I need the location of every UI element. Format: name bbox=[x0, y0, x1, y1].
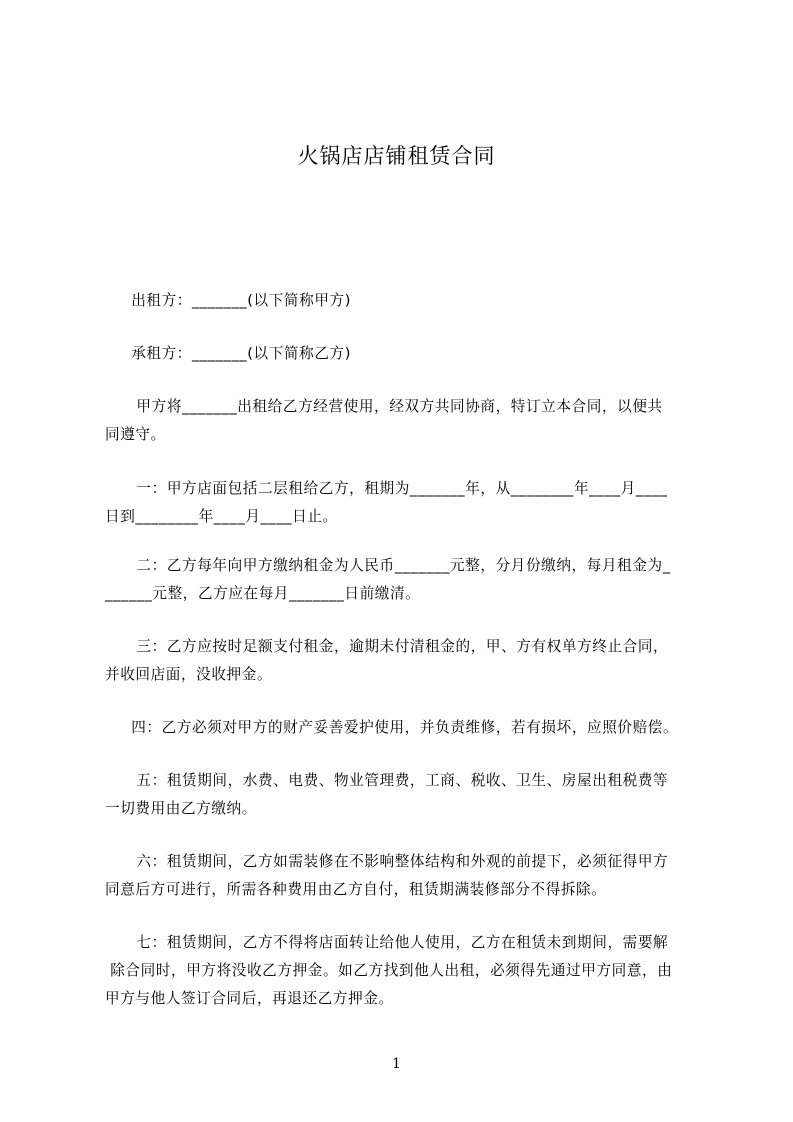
clause-1-line-1: 一：甲方店面包括二层租给乙方，租期为_______年，从________年____月____ bbox=[105, 480, 668, 497]
preamble-line-1: 甲方将_______出租给乙方经营使用，经双方共同协商，特订立本合同，以便共 bbox=[105, 398, 663, 415]
clause-2-line-1: 二：乙方每年向甲方缴纳租金为人民币_______元整，分月份缴纳，每月租金为_ bbox=[105, 557, 671, 574]
clause-3-line-1: 三：乙方应按时足额支付租金，逾期未付清租金的，甲、方有权单方终止合同， bbox=[105, 638, 669, 655]
clause-3-line-2: 并收回店面，没收押金。 bbox=[105, 666, 273, 683]
lessee-line: 承租方：_______(以下简称乙方) bbox=[105, 345, 351, 362]
page-number: 1 bbox=[392, 1056, 401, 1072]
clause-4-line-1: 四：乙方必须对甲方的财产妥善爱护使用，并负责维修，若有损坏，应照价赔偿。 bbox=[105, 719, 679, 736]
clause-6-line-1: 六：租赁期间，乙方如需装修在不影响整体结构和外观的前提下，必须征得甲方 bbox=[105, 853, 669, 870]
clause-2-line-2: ______元整，乙方应在每月_______日前缴清。 bbox=[105, 585, 421, 602]
clause-7-line-3: 甲方与他人签订合同后，再退还乙方押金。 bbox=[105, 990, 394, 1007]
clause-7-line-1: 七：租赁期间，乙方不得将店面转让给他人使用，乙方在租赁未到期间，需要解 bbox=[105, 934, 669, 951]
clause-5-line-1: 五：租赁期间，水费、电费、物业管理费，工商、税收、卫生、房屋出租税费等 bbox=[105, 772, 669, 789]
preamble-line-2: 同遵守。 bbox=[105, 426, 166, 443]
contract-title: 火锅店店铺租赁合同 bbox=[297, 144, 496, 168]
clause-7-line-2: 除合同时，甲方将没收乙方押金。如乙方找到他人出租，必须得先通过甲方同意，由 bbox=[105, 962, 673, 979]
clause-1-line-2: 日到________年____月____日止。 bbox=[105, 508, 338, 525]
clause-6-line-2: 同意后方可进行，所需各种费用由乙方自付，租赁期满装修部分不得拆除。 bbox=[105, 881, 607, 898]
clause-5-line-2: 一切费用由乙方缴纳。 bbox=[105, 800, 257, 817]
lessor-line: 出租方：_______(以下简称甲方) bbox=[105, 292, 351, 309]
